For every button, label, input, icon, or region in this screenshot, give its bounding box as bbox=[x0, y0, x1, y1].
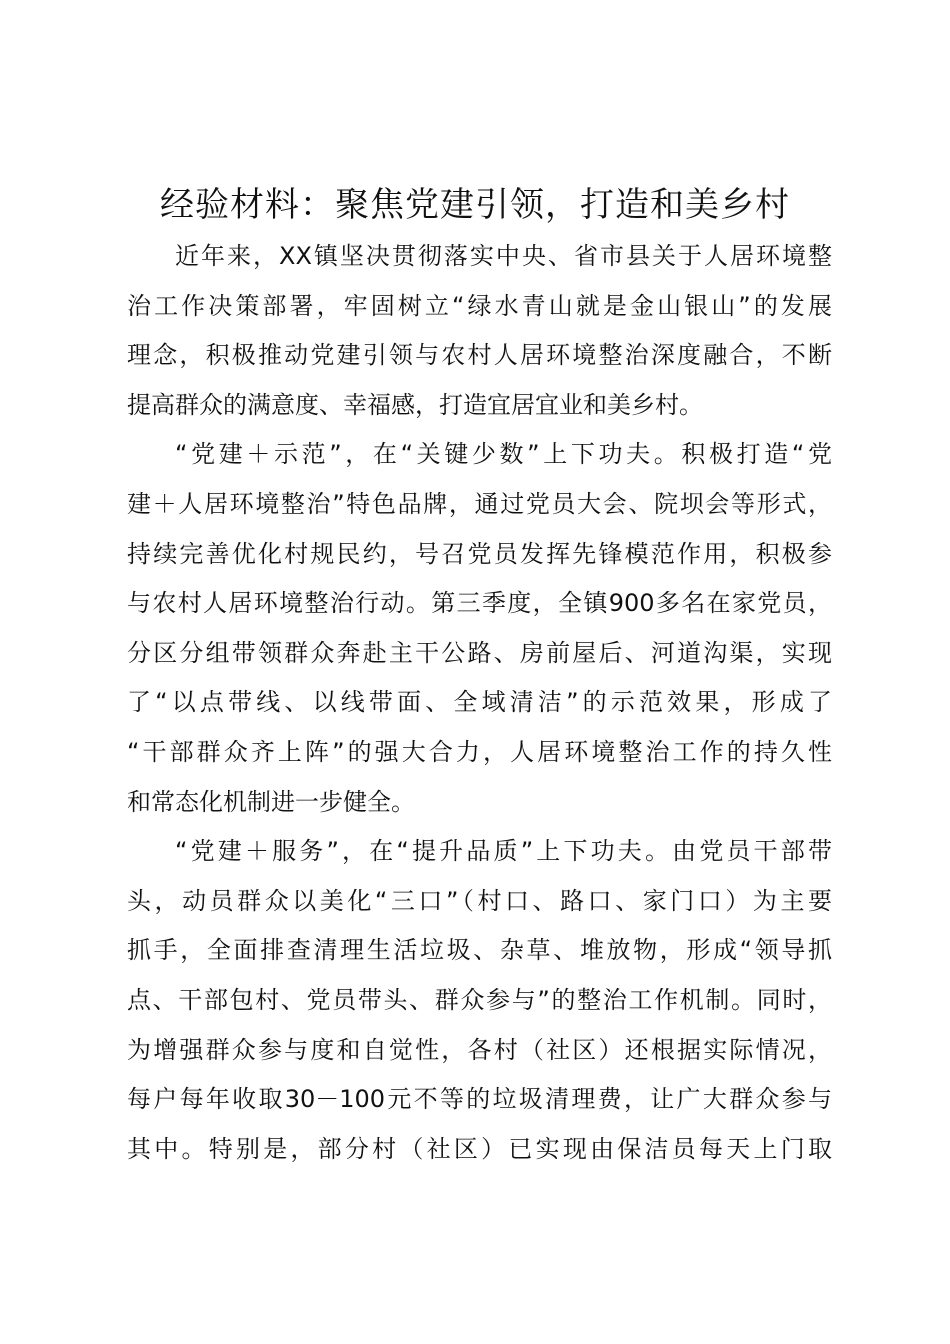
paragraph-intro bbox=[127, 232, 832, 430]
document-body bbox=[127, 232, 832, 1174]
text-line: 了“以点带线、以线带面、全域清洁”的示范效果，形成了 bbox=[127, 688, 832, 717]
text-line: 每户每年收取30－100元不等的垃圾清理费，让广大群众参与 bbox=[127, 1085, 832, 1114]
text-line: 持续完善优化村规民约，号召党员发挥先锋模范作用，积极参 bbox=[127, 539, 832, 568]
text-line: 近年来，XX镇坚决贯彻落实中央、省市县关于人居环境整 bbox=[175, 242, 832, 270]
text-line: 点、干部包村、党员带头、群众参与”的整治工作机制。同时， bbox=[127, 985, 832, 1014]
text-line: 为增强群众参与度和自觉性，各村（社区）还根据实际情况， bbox=[127, 1035, 832, 1064]
text-line: 和常态化机制进一步健全。 bbox=[127, 787, 415, 816]
text-line: “党建＋示范”，在“关键少数”上下功夫。积极打造“党 bbox=[175, 440, 832, 469]
text-line: 治工作决策部署，牢固树立“绿水青山就是金山银山”的发展 bbox=[127, 291, 832, 320]
text-line: 头，动员群众以美化“三口”（村口、路口、家门口）为主要 bbox=[127, 886, 832, 915]
text-line: “党建＋服务”，在“提升品质”上下功夫。由党员干部带 bbox=[175, 837, 832, 866]
text-line: “干部群众齐上阵”的强大合力，人居环境整治工作的持久性 bbox=[127, 737, 832, 766]
text-line: 理念，积极推动党建引领与农村人居环境整治深度融合，不断 bbox=[127, 341, 832, 370]
paragraph-party-service bbox=[127, 827, 832, 1174]
text-line: 与农村人居环境整治行动。第三季度，全镇900多名在家党员， bbox=[127, 589, 832, 618]
text-line: 抓手，全面排查清理生活垃圾、杂草、堆放物，形成“领导抓 bbox=[127, 936, 832, 965]
document-title: 经验材料：聚焦党建引领，打造和美乡村 bbox=[160, 185, 790, 225]
text-line: 其中。特别是，部分村（社区）已实现由保洁员每天上门取 bbox=[127, 1134, 832, 1163]
text-line: 提高群众的满意度、幸福感，打造宜居宜业和美乡村。 bbox=[127, 390, 703, 419]
text-line: 分区分组带领群众奔赴主干公路、房前屋后、河道沟渠，实现 bbox=[127, 638, 832, 667]
paragraph-party-demonstration bbox=[127, 430, 832, 827]
text-line: 建＋人居环境整治”特色品牌，通过党员大会、院坝会等形式， bbox=[127, 489, 832, 518]
